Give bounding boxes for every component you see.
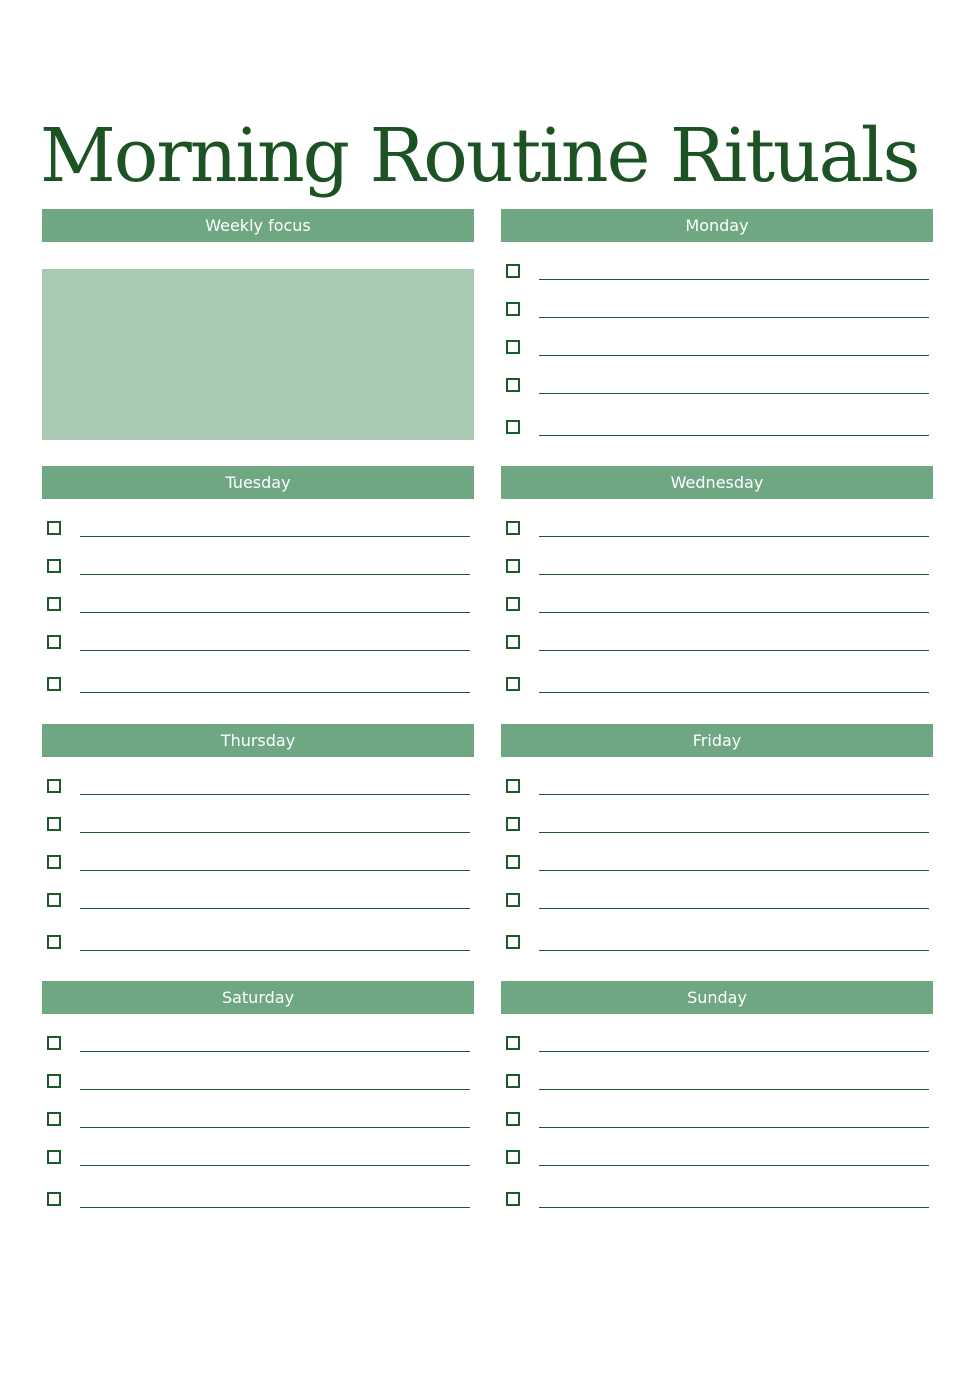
task-checkbox[interactable] [47,893,61,907]
task-checkbox[interactable] [47,635,61,649]
task-checkbox[interactable] [506,597,520,611]
task-entry-line[interactable] [539,1207,929,1208]
task-checkbox[interactable] [506,935,520,949]
task-checkbox[interactable] [506,420,520,434]
task-entry-line[interactable] [539,279,929,280]
thursday-section [42,724,474,964]
task-entry-line[interactable] [539,794,929,795]
task-row [501,674,933,698]
task-entry-line[interactable] [80,1207,470,1208]
task-checkbox[interactable] [506,1150,520,1164]
saturday-section [42,981,474,1221]
task-entry-line[interactable] [539,393,929,394]
task-row [501,594,933,618]
weekly-focus-header: Weekly focus [42,209,474,242]
task-entry-line[interactable] [80,950,470,951]
task-entry-line[interactable] [539,435,929,436]
task-row [501,1071,933,1095]
task-row [501,337,933,361]
task-row [501,632,933,656]
task-checkbox[interactable] [47,559,61,573]
task-entry-line[interactable] [80,1051,470,1052]
task-row [501,375,933,399]
task-checkbox[interactable] [47,1074,61,1088]
task-checkbox[interactable] [506,855,520,869]
task-row [501,518,933,542]
task-checkbox[interactable] [47,1036,61,1050]
thursday-header: Thursday [42,724,474,757]
task-checkbox[interactable] [47,817,61,831]
task-row [42,932,474,956]
task-row [42,1109,474,1133]
monday-header: Monday [501,209,933,242]
task-checkbox[interactable] [506,893,520,907]
weekly-focus-section [42,209,474,441]
task-row [42,594,474,618]
task-entry-line[interactable] [539,908,929,909]
tuesday-section [42,466,474,706]
task-row [42,556,474,580]
task-checkbox[interactable] [506,264,520,278]
task-entry-line[interactable] [80,1089,470,1090]
task-entry-line[interactable] [539,317,929,318]
wednesday-section [501,466,933,706]
task-row [501,261,933,285]
task-row [42,776,474,800]
task-row [501,890,933,914]
task-entry-line[interactable] [80,692,470,693]
wednesday-header: Wednesday [501,466,933,499]
task-checkbox[interactable] [506,677,520,691]
task-checkbox[interactable] [506,1192,520,1206]
task-entry-line[interactable] [539,832,929,833]
task-entry-line[interactable] [80,612,470,613]
page-title: Morning Routine Rituals [40,113,919,199]
task-checkbox[interactable] [506,779,520,793]
task-checkbox[interactable] [506,559,520,573]
task-row [42,632,474,656]
task-entry-line[interactable] [80,794,470,795]
monday-section [501,209,933,449]
task-checkbox[interactable] [506,817,520,831]
task-checkbox[interactable] [47,521,61,535]
task-checkbox[interactable] [506,1074,520,1088]
task-row [501,1033,933,1057]
task-row [501,299,933,323]
task-checkbox[interactable] [47,677,61,691]
task-entry-line[interactable] [539,870,929,871]
task-entry-line[interactable] [80,574,470,575]
task-checkbox[interactable] [47,1192,61,1206]
task-checkbox[interactable] [506,340,520,354]
task-row [42,890,474,914]
saturday-header: Saturday [42,981,474,1014]
weekly-focus-box[interactable] [42,269,474,440]
task-checkbox[interactable] [506,1036,520,1050]
task-entry-line[interactable] [539,650,929,651]
task-row [501,932,933,956]
task-checkbox[interactable] [506,521,520,535]
task-row [42,674,474,698]
task-entry-line[interactable] [80,1165,470,1166]
task-checkbox[interactable] [506,1112,520,1126]
task-checkbox[interactable] [47,855,61,869]
task-row [42,852,474,876]
task-row [501,417,933,441]
task-row [501,1109,933,1133]
task-checkbox[interactable] [47,1150,61,1164]
task-entry-line[interactable] [80,650,470,651]
friday-section [501,724,933,964]
task-row [501,776,933,800]
task-entry-line[interactable] [539,612,929,613]
friday-header: Friday [501,724,933,757]
task-checkbox[interactable] [506,302,520,316]
task-row [42,814,474,838]
task-row [42,1033,474,1057]
task-entry-line[interactable] [539,1089,929,1090]
sunday-header: Sunday [501,981,933,1014]
task-entry-line[interactable] [539,536,929,537]
tuesday-header: Tuesday [42,466,474,499]
task-row [42,1071,474,1095]
task-row [501,556,933,580]
task-row [501,1189,933,1213]
task-row [501,814,933,838]
task-entry-line[interactable] [539,1165,929,1166]
task-row [501,852,933,876]
task-entry-line[interactable] [80,536,470,537]
task-row [42,518,474,542]
task-entry-line[interactable] [80,870,470,871]
task-checkbox[interactable] [47,935,61,949]
task-checkbox[interactable] [47,779,61,793]
task-entry-line[interactable] [80,832,470,833]
task-row [42,1189,474,1213]
task-row [42,1147,474,1171]
task-row [501,1147,933,1171]
task-entry-line[interactable] [539,355,929,356]
task-checkbox[interactable] [506,378,520,392]
task-entry-line[interactable] [539,692,929,693]
task-entry-line[interactable] [539,574,929,575]
task-entry-line[interactable] [80,908,470,909]
task-checkbox[interactable] [47,597,61,611]
task-entry-line[interactable] [539,950,929,951]
task-entry-line[interactable] [80,1127,470,1128]
sunday-section [501,981,933,1221]
task-entry-line[interactable] [539,1051,929,1052]
task-entry-line[interactable] [539,1127,929,1128]
task-checkbox[interactable] [47,1112,61,1126]
task-checkbox[interactable] [506,635,520,649]
